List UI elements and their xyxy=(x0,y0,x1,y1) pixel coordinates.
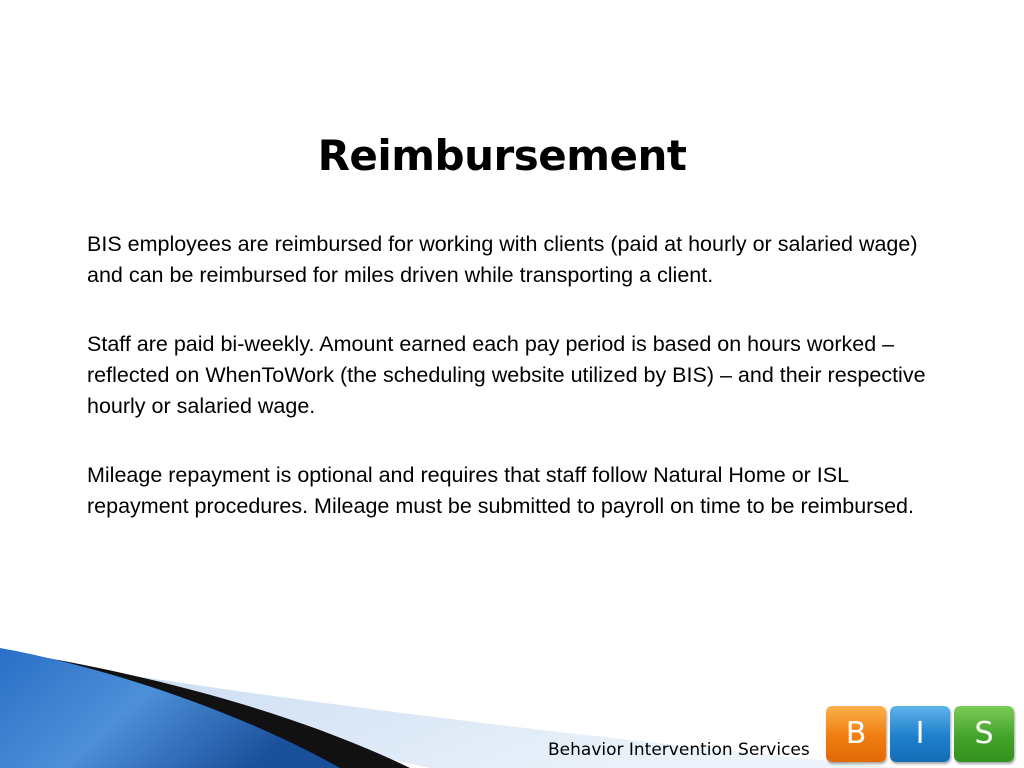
logo-tile-b: B xyxy=(826,706,886,762)
footer-organization-name: Behavior Intervention Services xyxy=(548,740,810,760)
paragraph-pay-schedule: Staff are paid bi-weekly. Amount earned each pay period is based on hours worked – reflected on WhenToWork (the scheduling website utilized by BIS) – and their respective hourly or salaried wage. xyxy=(87,332,926,418)
bis-logo xyxy=(826,706,1016,762)
logo-tile-i: I xyxy=(890,706,950,762)
paragraph-reimbursement: BIS employees are reimbursed for working with clients (paid at hourly or salaried wage) and can be reimbursed for miles driven while transporting a client. xyxy=(87,232,918,287)
logo-tile-s: S xyxy=(954,706,1014,762)
paragraph-mileage: Mileage repayment is optional and requires that staff follow Natural Home or ISL repayment procedures. Mileage must be submitted to payroll on time to be reimbursed. xyxy=(87,463,914,518)
slide-title: Reimbursement xyxy=(317,131,687,180)
